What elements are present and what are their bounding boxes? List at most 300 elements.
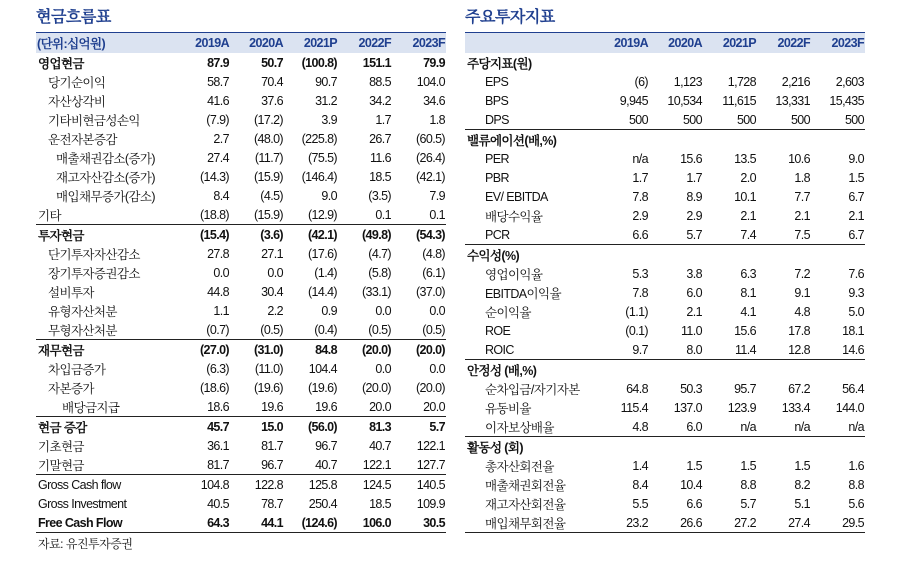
cashflow-row-label: 무형자산처분 bbox=[48, 323, 117, 338]
indicators-row-label: 배당수익율 bbox=[485, 209, 543, 224]
cashflow-cell: 122.1 bbox=[362, 457, 391, 472]
cashflow-row-label: Free Cash Flow bbox=[36, 513, 176, 533]
indicators-row-label: ROIC bbox=[485, 342, 514, 357]
cashflow-cell: 84.8 bbox=[284, 340, 338, 360]
cashflow-row-label: 영업현금 bbox=[38, 56, 84, 71]
cashflow-cell: 20.0 bbox=[423, 399, 445, 414]
indicators-cell: 5.3 bbox=[632, 266, 648, 281]
cashflow-cell: 11.6 bbox=[369, 150, 391, 165]
indicators-row-label: 주당지표(원) bbox=[467, 56, 532, 71]
indicators-cell: 115.4 bbox=[620, 400, 648, 415]
indicators-cell: 1.8 bbox=[794, 170, 810, 185]
cashflow-row bbox=[36, 340, 446, 360]
cashflow-cell: (100.8) bbox=[301, 55, 337, 70]
indicators-row-label: 순차입금/자기자본 bbox=[485, 382, 580, 397]
cashflow-row-label: 유형자산처분 bbox=[48, 304, 117, 319]
indicators-cell: 7.5 bbox=[794, 227, 810, 242]
cashflow-cell: 96.7 bbox=[315, 438, 337, 453]
cashflow-row bbox=[36, 263, 446, 282]
cashflow-cell: 26.7 bbox=[369, 131, 391, 146]
cashflow-cell: 90.7 bbox=[315, 74, 337, 89]
indicators-year-header: 2020A bbox=[668, 36, 702, 50]
indicators-cell: 5.5 bbox=[632, 496, 648, 511]
cashflow-table bbox=[36, 32, 446, 533]
indicators-cell: 6.0 bbox=[686, 285, 702, 300]
indicators-cell: 27.2 bbox=[703, 513, 757, 533]
indicators-row-label: ROE bbox=[485, 323, 511, 338]
indicators-cell: 6.0 bbox=[686, 419, 702, 434]
indicators-cell: 1.5 bbox=[848, 170, 864, 185]
cashflow-cell: 37.6 bbox=[261, 93, 283, 108]
indicators-row-label: 순이익율 bbox=[485, 305, 531, 320]
indicators-cell: 123.9 bbox=[727, 400, 756, 415]
cashflow-cell: (3.5) bbox=[368, 188, 391, 203]
cashflow-cell: 104.0 bbox=[416, 74, 445, 89]
indicators-cell: 1.7 bbox=[632, 170, 648, 185]
cashflow-cell: (20.0) bbox=[392, 340, 446, 360]
indicators-cell: 14.6 bbox=[842, 342, 864, 357]
cashflow-row bbox=[36, 397, 446, 417]
indicators-cell bbox=[595, 437, 649, 457]
cashflow-cell: 1.1 bbox=[213, 303, 229, 318]
indicators-year-header: 2021P bbox=[722, 36, 756, 50]
indicators-cell: 2.0 bbox=[740, 170, 756, 185]
cashflow-cell: (4.7) bbox=[368, 246, 391, 261]
indicators-row bbox=[465, 437, 865, 457]
cashflow-cell: 50.7 bbox=[261, 55, 283, 70]
indicators-row-label: PCR bbox=[485, 227, 510, 242]
indicators-cell: 9.0 bbox=[848, 151, 864, 166]
cashflow-row bbox=[36, 110, 446, 129]
indicators-cell: 23.2 bbox=[595, 513, 649, 533]
indicators-cell: 95.7 bbox=[734, 381, 756, 396]
indicators-cell: 27.4 bbox=[757, 513, 811, 533]
indicators-cell: 4.1 bbox=[740, 304, 756, 319]
indicators-cell: 5.7 bbox=[686, 227, 702, 242]
cashflow-year-header: 2022F bbox=[358, 36, 391, 50]
indicators-cell bbox=[703, 130, 757, 150]
cashflow-cell: 0.0 bbox=[429, 361, 445, 376]
cashflow-year-header: 2021P bbox=[303, 36, 337, 50]
cashflow-cell: (19.6) bbox=[253, 380, 283, 395]
indicators-row-label: 재고자산회전율 bbox=[485, 497, 566, 512]
cashflow-cell: (12.9) bbox=[307, 207, 337, 222]
indicators-cell: 56.4 bbox=[842, 381, 864, 396]
cashflow-cell: 40.7 bbox=[315, 457, 337, 472]
cashflow-row-label: 기타비현금성손익 bbox=[48, 113, 140, 128]
cashflow-cell: (5.8) bbox=[368, 265, 391, 280]
indicators-row bbox=[465, 187, 865, 206]
cashflow-year-header: 2019A bbox=[195, 36, 229, 50]
cashflow-cell: (225.8) bbox=[301, 131, 337, 146]
indicators-cell: 7.8 bbox=[632, 189, 648, 204]
indicators-cell: 1,123 bbox=[673, 74, 702, 89]
indicators-cell: 8.9 bbox=[686, 189, 702, 204]
indicators-row bbox=[465, 494, 865, 513]
cashflow-cell: (14.4) bbox=[307, 284, 337, 299]
indicators-cell: n/a bbox=[794, 419, 810, 434]
indicators-row bbox=[465, 379, 865, 398]
indicators-cell: n/a bbox=[848, 419, 864, 434]
indicators-row bbox=[465, 72, 865, 91]
indicators-cell: 18.1 bbox=[842, 323, 864, 338]
cashflow-cell: (146.4) bbox=[301, 169, 337, 184]
indicators-cell bbox=[649, 245, 703, 265]
cashflow-cell: 250.4 bbox=[308, 496, 337, 511]
cashflow-row bbox=[36, 494, 446, 513]
indicators-cell: 29.5 bbox=[811, 513, 865, 533]
indicators-body bbox=[465, 53, 865, 533]
cashflow-cell: 40.7 bbox=[369, 438, 391, 453]
indicators-cell: 12.8 bbox=[788, 342, 810, 357]
indicators-row-label: DPS bbox=[485, 112, 509, 127]
cashflow-cell: 70.4 bbox=[261, 74, 283, 89]
cashflow-cell: 0.1 bbox=[375, 207, 391, 222]
cashflow-row bbox=[36, 91, 446, 110]
cashflow-row bbox=[36, 129, 446, 148]
cashflow-cell: 19.6 bbox=[315, 399, 337, 414]
cashflow-row bbox=[36, 436, 446, 455]
cashflow-row bbox=[36, 378, 446, 397]
indicators-cell: 17.8 bbox=[788, 323, 810, 338]
indicators-cell: 50.3 bbox=[680, 381, 702, 396]
cashflow-row bbox=[36, 417, 446, 437]
indicators-row bbox=[465, 513, 865, 533]
indicators-cell: 144.0 bbox=[835, 400, 864, 415]
indicators-cell: 5.6 bbox=[848, 496, 864, 511]
cashflow-cell: (18.6) bbox=[199, 380, 229, 395]
cashflow-cell: (4.8) bbox=[422, 246, 445, 261]
indicators-cell: (0.1) bbox=[625, 323, 648, 338]
cashflow-cell: 45.7 bbox=[176, 417, 230, 437]
indicators-cell: 500 bbox=[790, 112, 810, 127]
indicators-cell: 8.8 bbox=[740, 477, 756, 492]
indicators-row-label: 유동비율 bbox=[485, 401, 531, 416]
indicators-row bbox=[465, 398, 865, 417]
cashflow-row-label: 투자현금 bbox=[36, 225, 176, 245]
indicators-row bbox=[465, 149, 865, 168]
cashflow-cell: (17.2) bbox=[253, 112, 283, 127]
cashflow-row bbox=[36, 359, 446, 378]
indicators-row-label: EPS bbox=[485, 74, 509, 89]
indicators-cell bbox=[757, 53, 811, 72]
indicators-row-label: 매출채권회전율 bbox=[485, 478, 566, 493]
cashflow-cell: (56.0) bbox=[284, 417, 338, 437]
indicators-row-label: BPS bbox=[485, 93, 509, 108]
cashflow-cell: 3.9 bbox=[321, 112, 337, 127]
indicators-row-label: 영업이익율 bbox=[485, 267, 543, 282]
indicators-row bbox=[465, 340, 865, 360]
cashflow-cell: 41.6 bbox=[207, 93, 229, 108]
cashflow-cell: (19.6) bbox=[307, 380, 337, 395]
cashflow-unit-label: (단위:십억원) bbox=[37, 37, 106, 51]
indicators-cell: 4.8 bbox=[632, 419, 648, 434]
indicators-cell: 133.4 bbox=[781, 400, 810, 415]
cashflow-cell: (48.0) bbox=[253, 131, 283, 146]
indicators-row bbox=[465, 91, 865, 110]
cashflow-cell: (11.0) bbox=[254, 361, 283, 376]
cashflow-cell: (3.6) bbox=[230, 225, 284, 245]
cashflow-row-label: 단기투자자산감소 bbox=[48, 247, 140, 262]
cashflow-row bbox=[36, 148, 446, 167]
indicators-row-label: 이자보상배율 bbox=[485, 420, 554, 435]
indicators-cell: 2.1 bbox=[686, 304, 702, 319]
cashflow-cell: 0.1 bbox=[429, 207, 445, 222]
cashflow-cell: 122.8 bbox=[230, 475, 284, 495]
cashflow-cell: 0.0 bbox=[213, 265, 229, 280]
indicators-cell: 2.9 bbox=[632, 208, 648, 223]
cashflow-cell: (0.7) bbox=[206, 322, 229, 337]
cashflow-cell: 109.9 bbox=[416, 496, 445, 511]
indicators-row bbox=[465, 417, 865, 437]
cashflow-row bbox=[36, 320, 446, 340]
cashflow-cell: (60.5) bbox=[415, 131, 445, 146]
indicators-cell: 2.1 bbox=[848, 208, 864, 223]
cashflow-cell: (42.1) bbox=[284, 225, 338, 245]
indicators-cell: 2,603 bbox=[835, 74, 864, 89]
indicators-cell: 1.5 bbox=[686, 458, 702, 473]
cashflow-row bbox=[36, 72, 446, 91]
indicators-cell: 1.4 bbox=[632, 458, 648, 473]
cashflow-cell: 2.2 bbox=[267, 303, 283, 318]
cashflow-row-label: 설비투자 bbox=[48, 285, 94, 300]
indicators-cell: 8.2 bbox=[794, 477, 810, 492]
indicators-cell: 13.5 bbox=[734, 151, 756, 166]
cashflow-cell: 0.9 bbox=[321, 303, 337, 318]
cashflow-cell: (4.5) bbox=[260, 188, 283, 203]
indicators-cell bbox=[757, 245, 811, 265]
indicators-panel bbox=[465, 0, 865, 533]
cashflow-cell: 0.0 bbox=[267, 265, 283, 280]
indicators-cell: (6) bbox=[634, 74, 648, 89]
cashflow-panel bbox=[36, 0, 446, 552]
cashflow-cell: (0.4) bbox=[314, 322, 337, 337]
cashflow-cell: (37.0) bbox=[415, 284, 445, 299]
indicators-row bbox=[465, 264, 865, 283]
indicators-cell bbox=[757, 360, 811, 380]
cashflow-cell: 0.0 bbox=[429, 303, 445, 318]
cashflow-year-header: 2023F bbox=[412, 36, 445, 50]
indicators-cell: 10,534 bbox=[667, 93, 702, 108]
cashflow-cell: 34.2 bbox=[369, 93, 391, 108]
indicators-cell: 3.8 bbox=[686, 266, 702, 281]
indicators-cell: 10.4 bbox=[680, 477, 702, 492]
indicators-row bbox=[465, 456, 865, 475]
cashflow-cell: (17.6) bbox=[307, 246, 337, 261]
cashflow-row bbox=[36, 455, 446, 475]
cashflow-cell: 7.9 bbox=[429, 188, 445, 203]
cashflow-cell: (11.7) bbox=[254, 150, 283, 165]
indicators-cell: 2,216 bbox=[781, 74, 810, 89]
cashflow-cell: 0.0 bbox=[375, 361, 391, 376]
indicators-cell: 15.6 bbox=[734, 323, 756, 338]
cashflow-row-label: 차입금증가 bbox=[48, 362, 106, 377]
cashflow-row-label: 기타 bbox=[38, 208, 61, 223]
indicators-row-label: 총자산회전율 bbox=[485, 459, 554, 474]
indicators-cell: 1,728 bbox=[727, 74, 756, 89]
cashflow-cell: (14.3) bbox=[199, 169, 229, 184]
indicators-cell: 11,615 bbox=[722, 93, 756, 108]
indicators-row-label: EV/ EBITDA bbox=[485, 189, 548, 204]
cashflow-cell: (75.5) bbox=[307, 150, 337, 165]
indicators-cell: n/a bbox=[740, 419, 756, 434]
indicators-cell: 9.7 bbox=[632, 342, 648, 357]
indicators-cell: 10.6 bbox=[788, 151, 810, 166]
cashflow-cell: 18.5 bbox=[369, 169, 391, 184]
indicators-cell: 500 bbox=[628, 112, 648, 127]
cashflow-cell: (54.3) bbox=[392, 225, 446, 245]
cashflow-cell: (15.4) bbox=[176, 225, 230, 245]
cashflow-cell: 127.7 bbox=[416, 457, 445, 472]
cashflow-cell: (1.4) bbox=[314, 265, 337, 280]
indicators-cell bbox=[595, 360, 649, 380]
cashflow-row-label: 당기순이익 bbox=[48, 75, 106, 90]
cashflow-cell: 140.5 bbox=[392, 475, 446, 495]
indicators-cell: 6.6 bbox=[686, 496, 702, 511]
indicators-cell: 11.0 bbox=[680, 323, 702, 338]
cashflow-cell: 5.7 bbox=[392, 417, 446, 437]
indicators-row bbox=[465, 475, 865, 494]
cashflow-row bbox=[36, 167, 446, 186]
indicators-cell: 5.1 bbox=[794, 496, 810, 511]
cashflow-cell: (33.1) bbox=[361, 284, 391, 299]
indicators-table bbox=[465, 32, 865, 533]
cashflow-cell: 9.0 bbox=[321, 188, 337, 203]
indicators-cell bbox=[595, 245, 649, 265]
indicators-cell: 67.2 bbox=[788, 381, 810, 396]
cashflow-body bbox=[36, 53, 446, 533]
indicators-row bbox=[465, 225, 865, 245]
cashflow-cell: (7.9) bbox=[206, 112, 229, 127]
indicators-cell: 8.1 bbox=[740, 285, 756, 300]
cashflow-row-label: 운전자본증감 bbox=[48, 132, 117, 147]
indicators-row bbox=[465, 110, 865, 130]
cashflow-cell: 27.1 bbox=[261, 246, 283, 261]
indicators-cell: 15,435 bbox=[829, 93, 864, 108]
indicators-row-label: 수익성(%) bbox=[465, 245, 595, 265]
indicators-cell: 6.7 bbox=[848, 227, 864, 242]
cashflow-cell: 2.7 bbox=[213, 131, 229, 146]
cashflow-cell: (27.0) bbox=[176, 340, 230, 360]
indicators-row-label: 안정성 (배,%) bbox=[465, 360, 595, 380]
indicators-cell: n/a bbox=[632, 151, 648, 166]
cashflow-cell: 122.1 bbox=[416, 438, 445, 453]
indicators-cell: 6.3 bbox=[740, 266, 756, 281]
cashflow-row-label: 기초현금 bbox=[38, 439, 84, 454]
indicators-cell: 15.6 bbox=[680, 151, 702, 166]
indicators-cell bbox=[703, 360, 757, 380]
indicators-cell: 26.6 bbox=[649, 513, 703, 533]
indicators-cell: 13,331 bbox=[775, 93, 810, 108]
cashflow-cell: 81.7 bbox=[261, 438, 283, 453]
indicators-row-label: 매입채무회전율 bbox=[465, 513, 595, 533]
cashflow-cell: 125.8 bbox=[284, 475, 338, 495]
cashflow-cell: (26.4) bbox=[415, 150, 445, 165]
cashflow-cell: 20.0 bbox=[369, 399, 391, 414]
cashflow-row-label: Gross Cash flow bbox=[36, 475, 176, 495]
cashflow-row bbox=[36, 301, 446, 320]
cashflow-row bbox=[36, 282, 446, 301]
indicators-cell: 2.1 bbox=[740, 208, 756, 223]
indicators-cell: 11.4 bbox=[734, 342, 756, 357]
indicators-cell: 7.2 bbox=[794, 266, 810, 281]
cashflow-cell: (15.9) bbox=[253, 207, 283, 222]
indicators-cell bbox=[649, 53, 703, 72]
indicators-cell bbox=[595, 53, 649, 72]
indicators-cell: 500 bbox=[736, 112, 756, 127]
cashflow-cell: (31.0) bbox=[230, 340, 284, 360]
indicators-cell: 7.7 bbox=[794, 189, 810, 204]
cashflow-cell: 88.5 bbox=[369, 74, 391, 89]
indicators-cell bbox=[703, 437, 757, 457]
cashflow-cell: 31.2 bbox=[315, 93, 337, 108]
cashflow-row bbox=[36, 225, 446, 245]
cashflow-cell: 104.8 bbox=[176, 475, 230, 495]
indicators-cell: 9.3 bbox=[848, 285, 864, 300]
cashflow-cell: (0.5) bbox=[422, 322, 445, 337]
indicators-cell: 1.5 bbox=[740, 458, 756, 473]
cashflow-cell: 124.5 bbox=[338, 475, 392, 495]
indicators-cell bbox=[811, 53, 865, 72]
indicators-row bbox=[465, 130, 865, 150]
cashflow-cell: 15.0 bbox=[230, 417, 284, 437]
cashflow-cell: (15.9) bbox=[253, 169, 283, 184]
cashflow-cell: (18.8) bbox=[199, 207, 229, 222]
indicators-cell: 5.0 bbox=[848, 304, 864, 319]
cashflow-title: 현금흐름표 bbox=[36, 9, 111, 26]
cashflow-row bbox=[36, 475, 446, 495]
cashflow-cell: 40.5 bbox=[207, 496, 229, 511]
cashflow-cell: 34.6 bbox=[423, 93, 445, 108]
indicators-cell: 9.1 bbox=[794, 285, 810, 300]
indicators-row bbox=[465, 168, 865, 187]
indicators-header-blank bbox=[465, 33, 595, 54]
cashflow-cell: 44.1 bbox=[230, 513, 284, 533]
indicators-year-header: 2023F bbox=[831, 36, 864, 50]
cashflow-cell: 78.7 bbox=[261, 496, 283, 511]
indicators-cell: 10.1 bbox=[734, 189, 756, 204]
indicators-row bbox=[465, 53, 865, 72]
cashflow-cell: 58.7 bbox=[207, 74, 229, 89]
cashflow-cell: (6.1) bbox=[422, 265, 445, 280]
indicators-header-row bbox=[465, 33, 865, 54]
indicators-cell bbox=[811, 437, 865, 457]
indicators-cell: (1.1) bbox=[625, 304, 648, 319]
cashflow-row-label: 매출채권감소(증가) bbox=[56, 151, 155, 166]
indicators-cell bbox=[757, 437, 811, 457]
cashflow-cell: 18.5 bbox=[369, 496, 391, 511]
cashflow-cell: 79.9 bbox=[423, 55, 445, 70]
indicators-cell: 500 bbox=[844, 112, 864, 127]
indicators-cell: 500 bbox=[682, 112, 702, 127]
indicators-cell bbox=[703, 53, 757, 72]
cashflow-cell: 36.1 bbox=[207, 438, 229, 453]
cashflow-cell: 44.8 bbox=[207, 284, 229, 299]
cashflow-row-label: 재고자산감소(증가) bbox=[56, 170, 155, 185]
indicators-cell: 7.4 bbox=[740, 227, 756, 242]
cashflow-cell: (20.0) bbox=[415, 380, 445, 395]
indicators-cell bbox=[811, 360, 865, 380]
indicators-cell bbox=[649, 437, 703, 457]
cashflow-row-label: 자산상각비 bbox=[48, 94, 106, 109]
indicators-cell bbox=[811, 130, 865, 150]
cashflow-cell: (49.8) bbox=[338, 225, 392, 245]
indicators-cell: 2.9 bbox=[686, 208, 702, 223]
indicators-row-label: 밸류에이션(배,%) bbox=[465, 130, 595, 150]
indicators-cell: 2.1 bbox=[794, 208, 810, 223]
indicators-row bbox=[465, 245, 865, 265]
cashflow-row bbox=[36, 186, 446, 205]
